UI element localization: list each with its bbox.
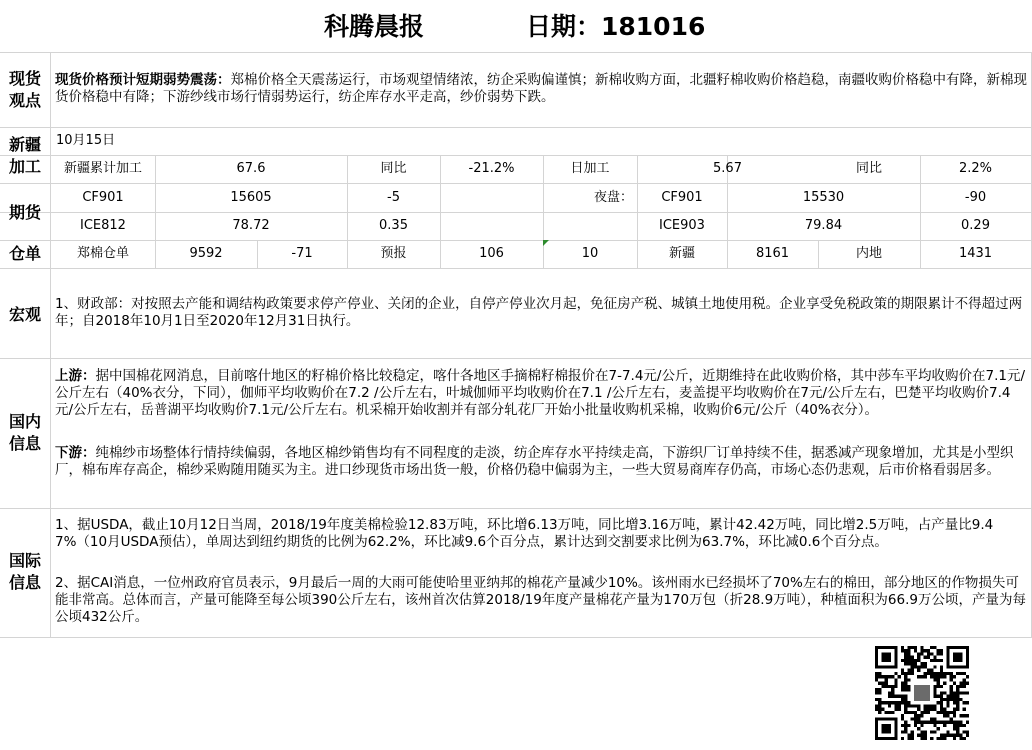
spot-view-body: 郑棉价格全天震荡运行，市场观望情绪浓，纺企采购偏谨慎；新棉收购方面，北疆籽棉收购价格趋稳，南疆收购价格稳中有降，新棉现货价格稳中有降；下游纱线市场行情弱势运行，纺企库存水平走高，纱价弱势下跌。 (55, 72, 1027, 105)
inland-warehouse-label: 内地 (855, 246, 882, 261)
futures-price-ice903: 79.84 (804, 218, 843, 233)
report-title: 科腾晨报 (324, 12, 425, 41)
forecast-value: 106 (479, 246, 504, 261)
futures-contract-ice903: ICE903 (659, 218, 705, 233)
section-label-international: 国际 信息 (8, 551, 41, 592)
processing-date: 10月15日 (56, 133, 116, 148)
futures-change-cf901: -5 (387, 190, 400, 205)
spot-view-heading: 现货价格预计短期弱势震荡： (55, 72, 231, 88)
forecast-label: 预报 (380, 246, 407, 261)
night-contract: CF901 (661, 190, 703, 205)
forecast-change: 10 (581, 246, 599, 261)
international-item-1: 1、据USDA，截止10月12日当周，2018/19年度美棉检验12.83万吨，环比增6.13万吨，同比增3.16万吨，累计42.42万吨，同比增2.5万吨，占产量比9.47%（10月USDA预估），单周达到纽约期货的比例为62.2%，环比减9.6个百分点，累计达到交割要求比例为63.7%，环比减0.6个百分点。 (55, 517, 994, 550)
section-label-spot: 现货 观点 (8, 69, 41, 110)
warehouse-label: 郑棉仓单 (76, 246, 129, 261)
night-price: 15530 (802, 190, 845, 205)
report-date: 日期：181016 (526, 12, 706, 41)
cum-processing-value: 67.6 (236, 161, 266, 176)
inland-warehouse-value: 1431 (958, 246, 993, 261)
downstream-body: 纯棉纱市场整体行情持续偏弱，各地区棉纱销售均有不同程度的走淡，纺企库存水平持续走高，下游织厂订单持续不佳，据悉减产现象增加，尤其是小型织厂，棉布库存高企，棉纱采购随用随买为主。进口纱现货市场出货一般，价格仍稳中偏弱为主，一些大贸易商库存仍高，市场心态仍悲观，后市价格看弱居多。 (55, 445, 1014, 478)
futures-contract-cf901: CF901 (82, 190, 124, 205)
section-label-domestic: 国内 信息 (8, 412, 41, 453)
futures-contract-ice812: ICE812 (80, 218, 126, 233)
warehouse-change: -71 (291, 246, 313, 261)
futures-change-ice903: 0.29 (961, 218, 990, 233)
section-label-warehouse: 仓单 (8, 244, 41, 263)
section-label-futures: 期货 (8, 203, 41, 222)
xinjiang-warehouse-label: 新疆 (668, 246, 695, 261)
daily-processing-value: 5.67 (713, 161, 742, 176)
daily-yoy-label: 同比 (855, 161, 882, 176)
downstream-heading: 下游： (55, 445, 96, 461)
xinjiang-warehouse-value: 8161 (755, 246, 790, 261)
upstream-heading: 上游： (55, 368, 96, 384)
upstream-body: 据中国棉花网消息，目前喀什地区的籽棉价格比较稳定，喀什各地区手摘棉籽棉报价在7-7.4元/公斤，近期维持在此收购价格，其中莎车平均收购价在7.1元/公斤左右（40%衣分，下同），伽师平均收购价在7.2 /公斤左右，叶城伽师平均收购价在7.1 /公斤左右，麦盖提平均收购价在7元/公斤左右，巴楚平均收购价7.4元/公斤左右，岳普湖平均收购价7.1元/公斤左右。机采棉开始收割并有部分轧花厂开始小批量收购机采棉，收购价6元/公斤（40%衣分）。 (55, 368, 1025, 418)
daily-processing-label: 日加工 (570, 161, 610, 176)
domestic-downstream-text (55, 445, 1027, 479)
night-change: -90 (964, 190, 987, 205)
cum-yoy-label: 同比 (380, 161, 407, 176)
daily-yoy-value: 2.2% (958, 161, 993, 176)
international-item-2: 2、据CAI消息，一位州政府官员表示，9月最后一周的大雨可能使哈里亚纳邦的棉花产量减少10%。该州雨水已经损坏了70%左右的棉田，部分地区的作物损失可能非常高。总体而言，产量可能降至每公顷390公斤左右，该州首次估算2018/19年度产量棉花产量为170万包（折28.9万吨），种植面积为66.9万公顷，产量为每公顷432公斤。 (55, 575, 1026, 625)
domestic-upstream-text (55, 368, 1027, 419)
section-label-macro: 宏观 (8, 305, 41, 324)
macro-text: 1、财政部：对按照去产能和调结构政策要求停产停业、关闭的企业，自停产停业次月起，免征房产税、城镇土地使用税。企业享受免税政策的期限累计不得超过两年；自2018年10月1日至2020年12月31日执行。 (55, 296, 1023, 329)
futures-change-ice812: 0.35 (379, 218, 408, 233)
cum-yoy-value: -21.2% (468, 161, 515, 176)
futures-price-ice812: 78.72 (232, 218, 270, 233)
night-session-label: 夜盘： (593, 190, 633, 205)
section-label-xinjiang: 新疆 加工 (8, 135, 41, 176)
spot-view-text (55, 72, 1027, 106)
green-triangle-marker-icon (543, 240, 549, 246)
qr-code-icon (869, 646, 975, 740)
cum-processing-label: 新疆累计加工 (63, 161, 142, 176)
futures-price-cf901: 15605 (230, 190, 272, 205)
warehouse-value: 9592 (189, 246, 223, 261)
